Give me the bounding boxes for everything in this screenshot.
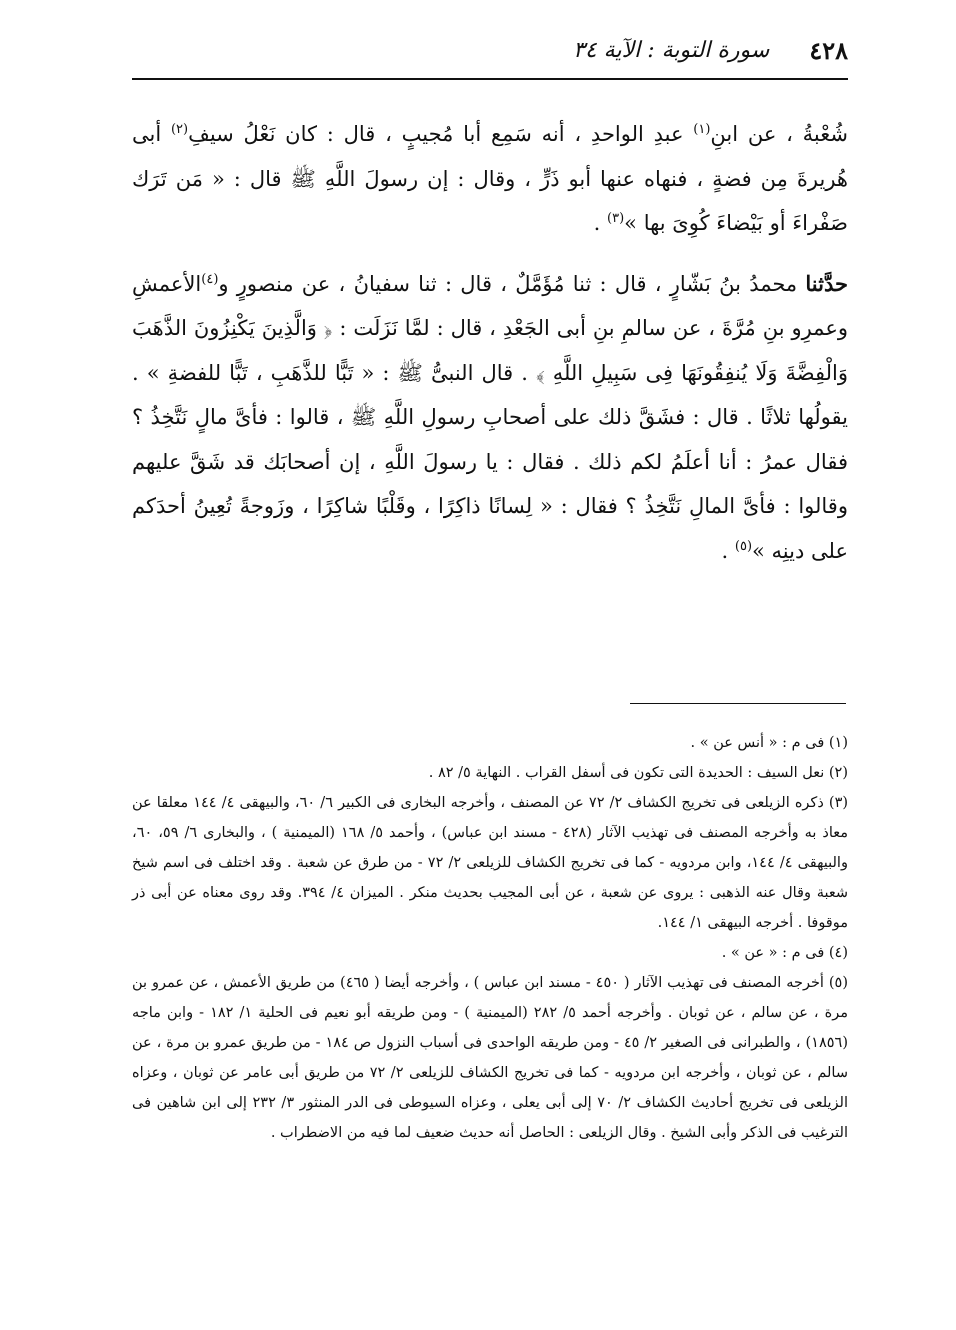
footnote-4: (٤) فى م : « عن » .	[721, 945, 848, 961]
footnote-ref-4: (٤)	[201, 271, 219, 287]
paragraph-1-part-b: عبدِ الواحدِ ، أنه سَمِع أبا مُجيبٍ ، قال : كان نَعْلُ سيفِ	[188, 122, 694, 146]
footnote-3: (٣) ذكره الزيلعى فى تخريج الكشاف ٢/ ٧٢ عن المصنف ، وأخرجه البخارى فى الكبير ٦/ ٦٠، والبيهقى ٤/ ١٤٤ معلقا عن معاذ به وأخرجه المصنف فى تهذيب الآثار (٤٢٨ - مسند ابن عباس) ، وأحمد ٥/ ١٦٨ (الميمنية ) ، والبخارى ٦/ ٥٩، ٦٠، والبيهقى ٤/ ١٤٤، وابن مردويه - كما فى تخريج الكشاف للزيلعى ٢/ ٧٢ - من طرق عن شعبة . وقد اختلف فى اسم شيخ شعبة وقال عنه الذهبى : يروى عن شعبة ، عن أبى المجيب بحديث منكر . الميزان ٤/ ٣٩٤. وقد روى معناه عن أبى ذر موقوفا . أخرجه البيهقى ١/ ١٤٤.	[132, 795, 849, 931]
footnote-5: (٥) أخرجه المصنف فى تهذيب الآثار ( ٤٥٠ - مسند ابن عباس ) ، وأخرجه أيضا ( ٤٦٥) من طريق الأعمش ، عن عمرو بن مرة ، عن سالم ، عن ثوبان . وأخرجه أحمد ٥/ ٢٨٢ (الميمنية ) - ومن طريقه أبو نعيم فى الحلية ١/ ١٨٢ - وابن ماجه (١٨٥٦) ، والطبرانى فى الصغير ٢/ ٤٥ - ومن طريقه الواحدى فى أسباب النزول ص ١٨٤ - من طريق عمرو بن مرة ، عن سالم ، عن ثوبان ، وأخرجه ابن مردويه - كما فى تخريج الكشاف للزيلعى ٢/ ٧٢ من طريق أبى عامر عن ثوبان ، وعزاه الزيلعى فى تخريج أحاديث الكشاف ٢/ ٧٠ إلى أبى يعلى ، وعزاه السيوطى فى الدر المنثور ٣/ ٢٣٢ إلى ابن شاهين فى الترغيب فى الذكر وأبى الشيخ . وقال الزيلعى : الحاصل أنه حديث ضعيف لما فيه من الاضطراب .	[132, 975, 849, 1141]
footnote-ref-1: (١)	[693, 122, 711, 137]
header-title: سورة التوبة : الآية ٣٤	[573, 37, 770, 63]
main-text	[132, 112, 848, 573]
footnote-1: (١) فى م : « أنس عن » .	[690, 735, 848, 751]
footnote-ref-2: (٢)	[170, 122, 189, 137]
paragraph-2-part-a: محمدُ بنُ بَشّارٍ ، قال : ثنا مُؤَمَّلٌ ، قال : ثنا سفيانُ ، عن منصورٍ و	[218, 271, 806, 296]
paragraph-2-part-b: الأعمشِ وعمرِو بنِ مُرَّةَ ، عن سالمِ بنِ أبى الجَعْدِ ، قال : لمَّا نَزَلَت : ﴿ وَالَّذِينَ يَكْنِزُونَ الذَّهَبَ وَالْفِضَّةَ وَلَا يُنفِقُونَهَا فِى سَبِيلِ اللَّهِ ﴾ . قال النبىُّ ﷺ : « تَبًّا للذَّهَبِ ، تَبًّا للفضةِ » . يقولُها ثلاثًا . قال : فشَقَّ ذلك على أصحابِ رسولِ اللَّهِ ﷺ ، قالوا : فأىَّ مالٍ نَتَّخِذُ ؟ فقال عمرُ : أنا أعلَمُ لكم ذلك . فقال : يا رسولَ اللَّهِ ، إن أصحابَك قد شَقَّ عليهم وقالوا : فأىَّ المالِ نَتَّخِذُ ؟ فقال : « لِسانًا ذاكِرًا ، وقَلْبًا شاكِرًا ، وزَوجةً تُعِينُ أحدَكم على دينِه »	[132, 271, 848, 563]
paragraph-1-part-d: .	[593, 211, 608, 235]
page-number: ٤٢٨	[809, 35, 848, 65]
footnote-ref-3: (٣)	[607, 211, 625, 226]
paragraph-1-part-c: أبى هُريرةَ مِن فضةٍ ، فنهاه عنها أبو ذَرٍّ ، وقال : إن رسولَ اللَّهِ ﷺ قال : « مَن تَرَك صَفْراءَ أو بَيْضاءَ كُوِىَ بها »	[132, 122, 848, 235]
running-header	[132, 28, 848, 72]
paragraph-2	[132, 262, 848, 574]
paragraph-2-part-c: .	[721, 538, 735, 563]
paragraph-1	[132, 112, 848, 246]
footnote-separator	[630, 703, 846, 704]
hadith-opener: حدَّثنا	[805, 270, 848, 296]
footnotes	[132, 728, 848, 1148]
paragraph-1-part-a: شُعْبةُ ، عن ابنِ	[710, 122, 848, 146]
footnote-ref-5: (٥)	[734, 538, 753, 554]
header-rule	[132, 78, 848, 80]
footnote-2: (٢) نعل السيف : الحديدة التى تكون فى أسفل القراب . النهاية ٥/ ٨٢ .	[428, 765, 848, 781]
